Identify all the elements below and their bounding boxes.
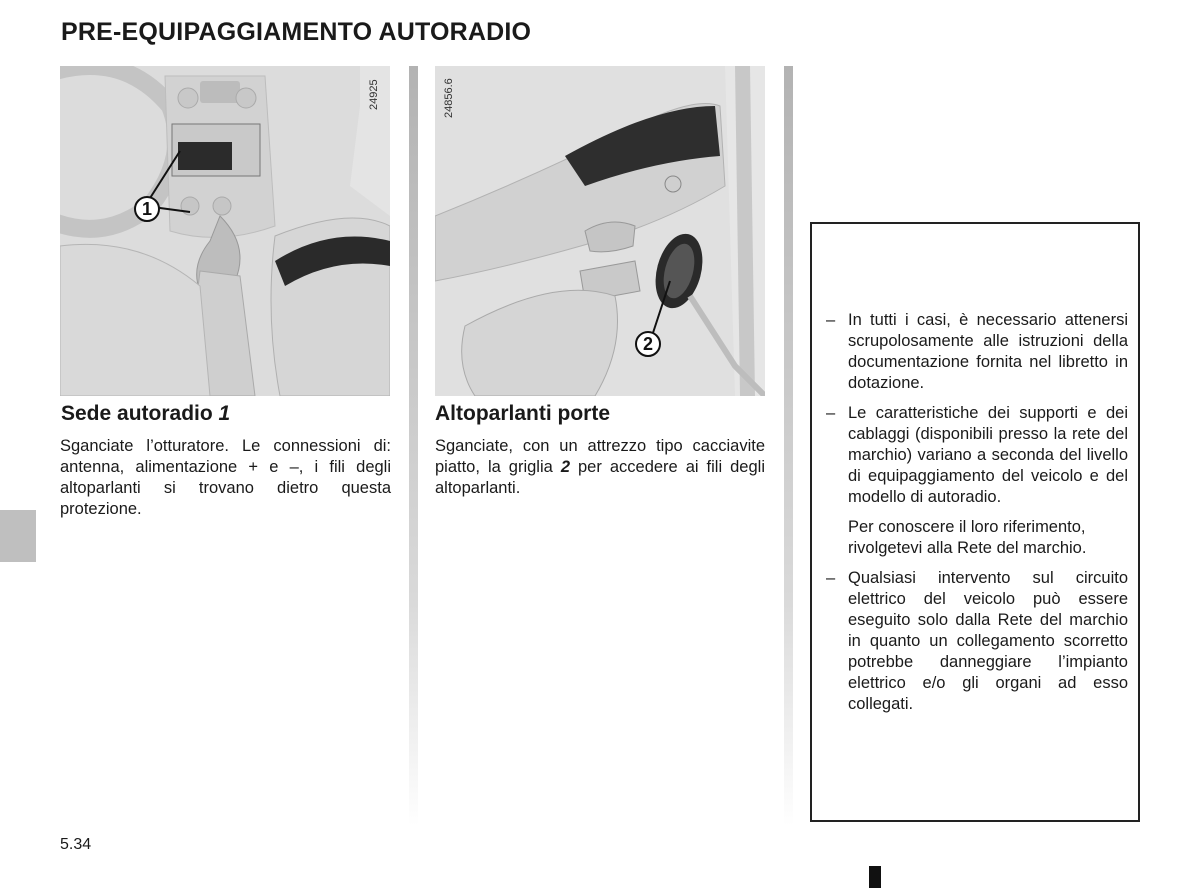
dashboard-illustration xyxy=(60,66,390,396)
section-title-number: 1 xyxy=(218,402,231,425)
door-speakers-text-part: Sganciate, con un attrezzo tipo cacciavite piatto, la griglia xyxy=(435,437,765,476)
door-speakers-text-number: 2 xyxy=(560,458,570,476)
callout-1: 1 xyxy=(134,196,160,222)
figure-code: 24925 xyxy=(368,79,380,110)
section-title-door-speakers: Altoparlanti porte xyxy=(435,402,611,425)
note-item xyxy=(826,568,1128,715)
corner-mark xyxy=(869,866,881,888)
page-number: 5.34 xyxy=(60,836,92,853)
door-speakers-text xyxy=(435,436,765,499)
figure-code: 24856.6 xyxy=(443,78,455,118)
door-speaker-figure xyxy=(435,66,765,396)
callout-2: 2 xyxy=(635,331,661,357)
radio-seat-text: Sganciate l’otturatore. Le connessioni di: antenna, alimentazione + e –, i fili degli altoparlanti si trovano dietro questa protezione. xyxy=(60,437,391,518)
note-item xyxy=(826,403,1128,508)
column-divider xyxy=(409,66,418,826)
note-list xyxy=(826,310,1128,724)
note-dash: – xyxy=(826,569,836,587)
note-dash: – xyxy=(826,311,836,329)
section-title-text: Sede autoradio xyxy=(61,402,219,425)
note-subparagraph: Per conoscere il loro riferimento, rivolgetevi alla Rete del marchio. xyxy=(848,518,1087,557)
note-item xyxy=(826,310,1128,394)
note-box xyxy=(810,222,1140,822)
note-dash: – xyxy=(826,404,836,422)
radio-housing-figure xyxy=(60,66,390,396)
door-speakers-text-part: per accedere ai fili degli altoparlanti. xyxy=(435,458,765,497)
column-divider xyxy=(784,66,793,826)
note-text: In tutti i casi, è necessario attenersi scrupolosamente alle istruzioni della documentazione fornita nel libretto in dotazione. xyxy=(848,311,1128,392)
note-text: Qualsiasi intervento sul circuito elettrico del veicolo può essere eseguito solo dalla Rete del marchio in quanto un collegamento scorretto potrebbe danneggiare l’impianto elettrico e/o gli organi ad esso collegati. xyxy=(848,569,1128,713)
page-title: PRE-EQUIPAGGIAMENTO AUTORADIO xyxy=(61,18,532,46)
section-title-radio-seat xyxy=(61,402,230,426)
door-panel-illustration xyxy=(435,66,765,396)
note-text: Le caratteristiche dei supporti e dei cablaggi (disponibili presso la rete del marchio) variano a seconda del livello di equipaggiamento del veicolo e del modello di autoradio. xyxy=(848,404,1128,506)
chapter-tab xyxy=(0,510,36,562)
